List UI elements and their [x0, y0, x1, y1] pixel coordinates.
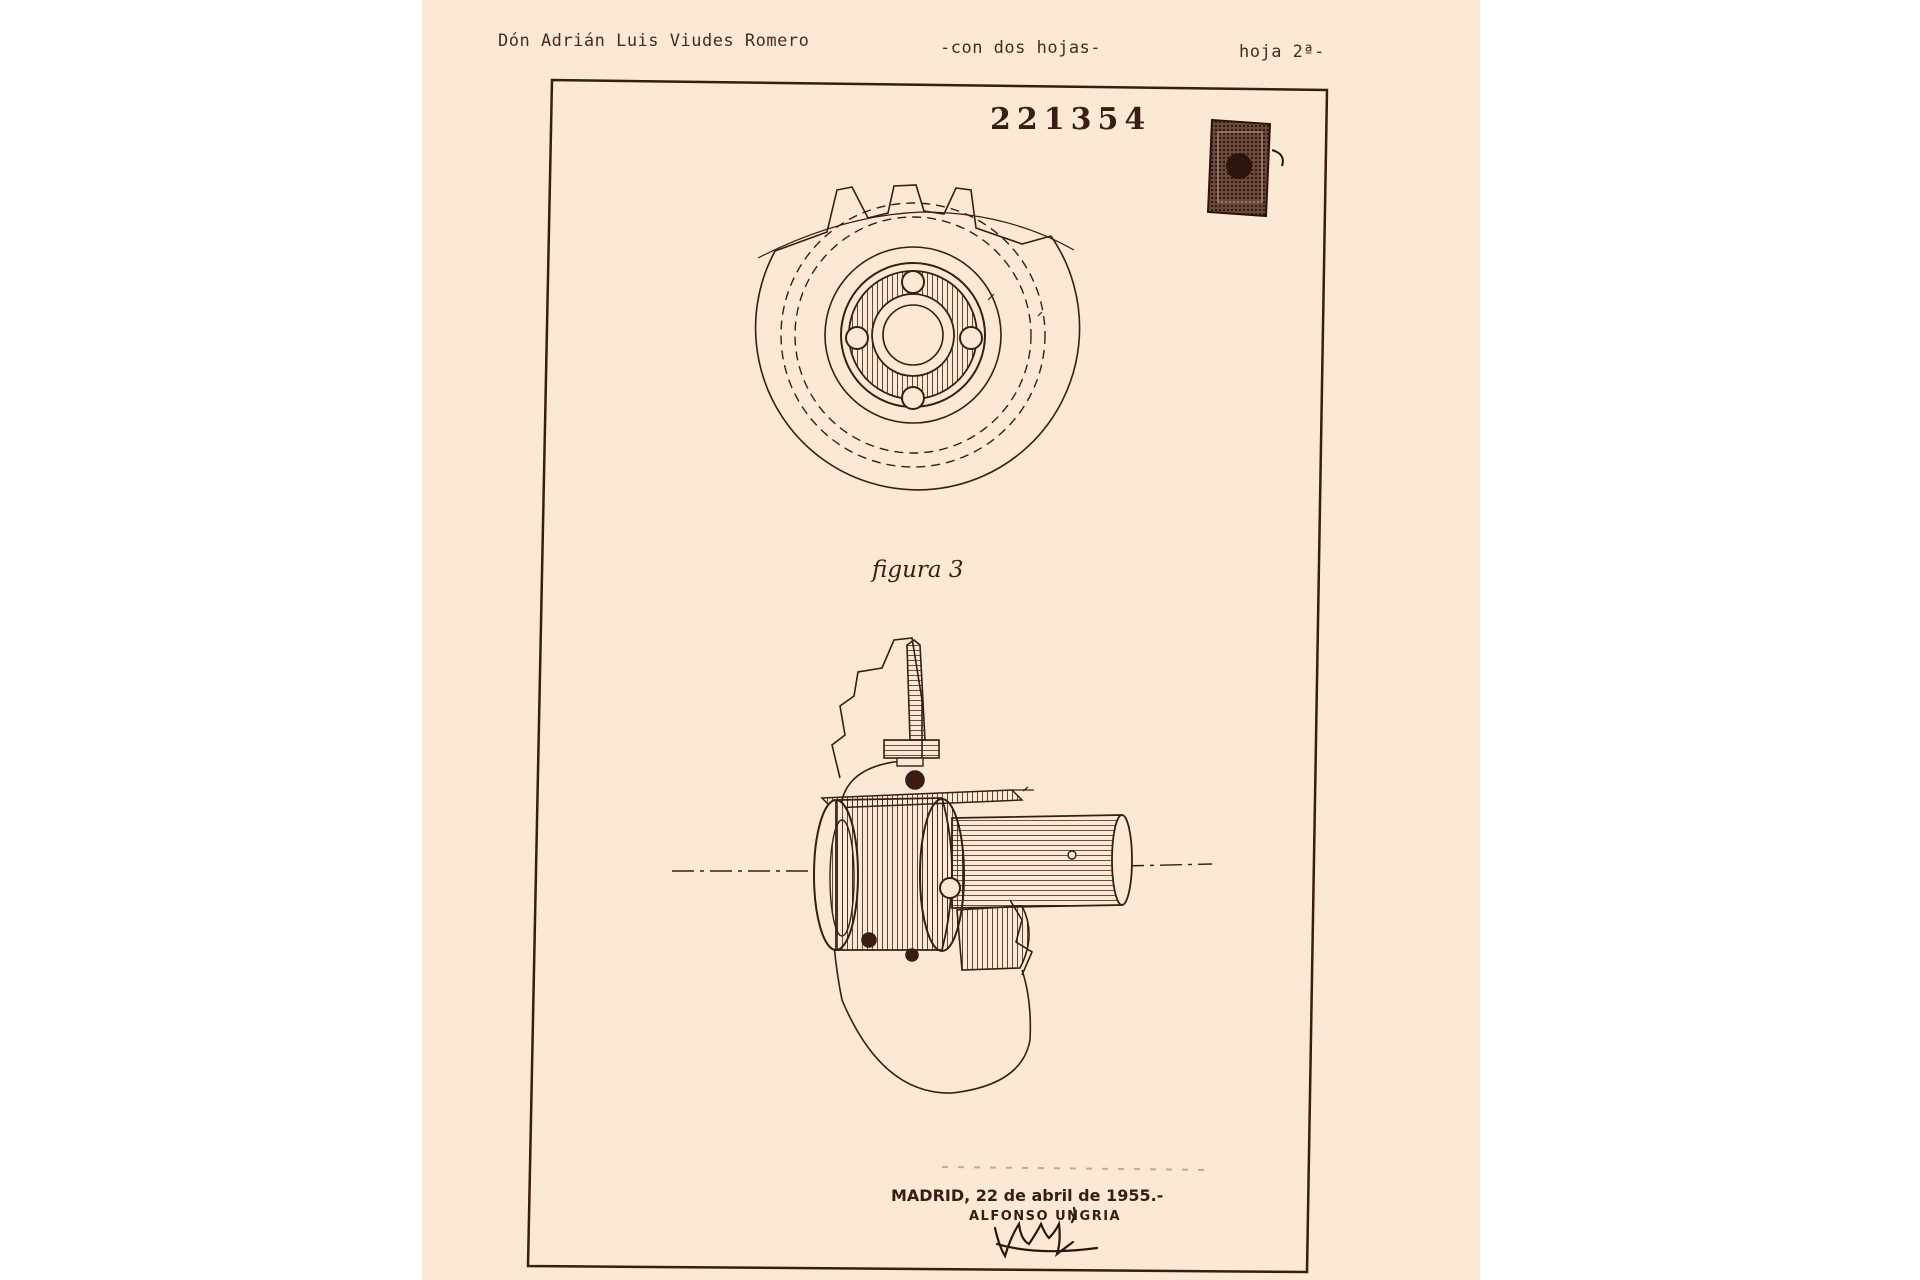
technical-drawing [422, 0, 1480, 1280]
place-date: MADRID, 22 de abril de 1955.- [891, 1186, 1164, 1205]
gear-front-view [756, 185, 1080, 490]
page-frame [528, 80, 1327, 1272]
revenue-stamp-icon [1208, 120, 1283, 216]
gear-section-view [672, 638, 1212, 1093]
patent-sheet [422, 0, 1480, 1280]
figure-caption: figura 3 [872, 557, 964, 583]
sheet-number: hoja 2ª- [1239, 42, 1325, 62]
patent-number: 221354 [990, 102, 1152, 137]
sheet-count: -con dos hojas- [940, 38, 1102, 58]
faint-stamp-text [942, 1167, 1214, 1170]
applicant-name: Dón Adrián Luis Viudes Romero [498, 31, 810, 51]
agent-name: ALFONSO UNGRIA [969, 1209, 1122, 1224]
